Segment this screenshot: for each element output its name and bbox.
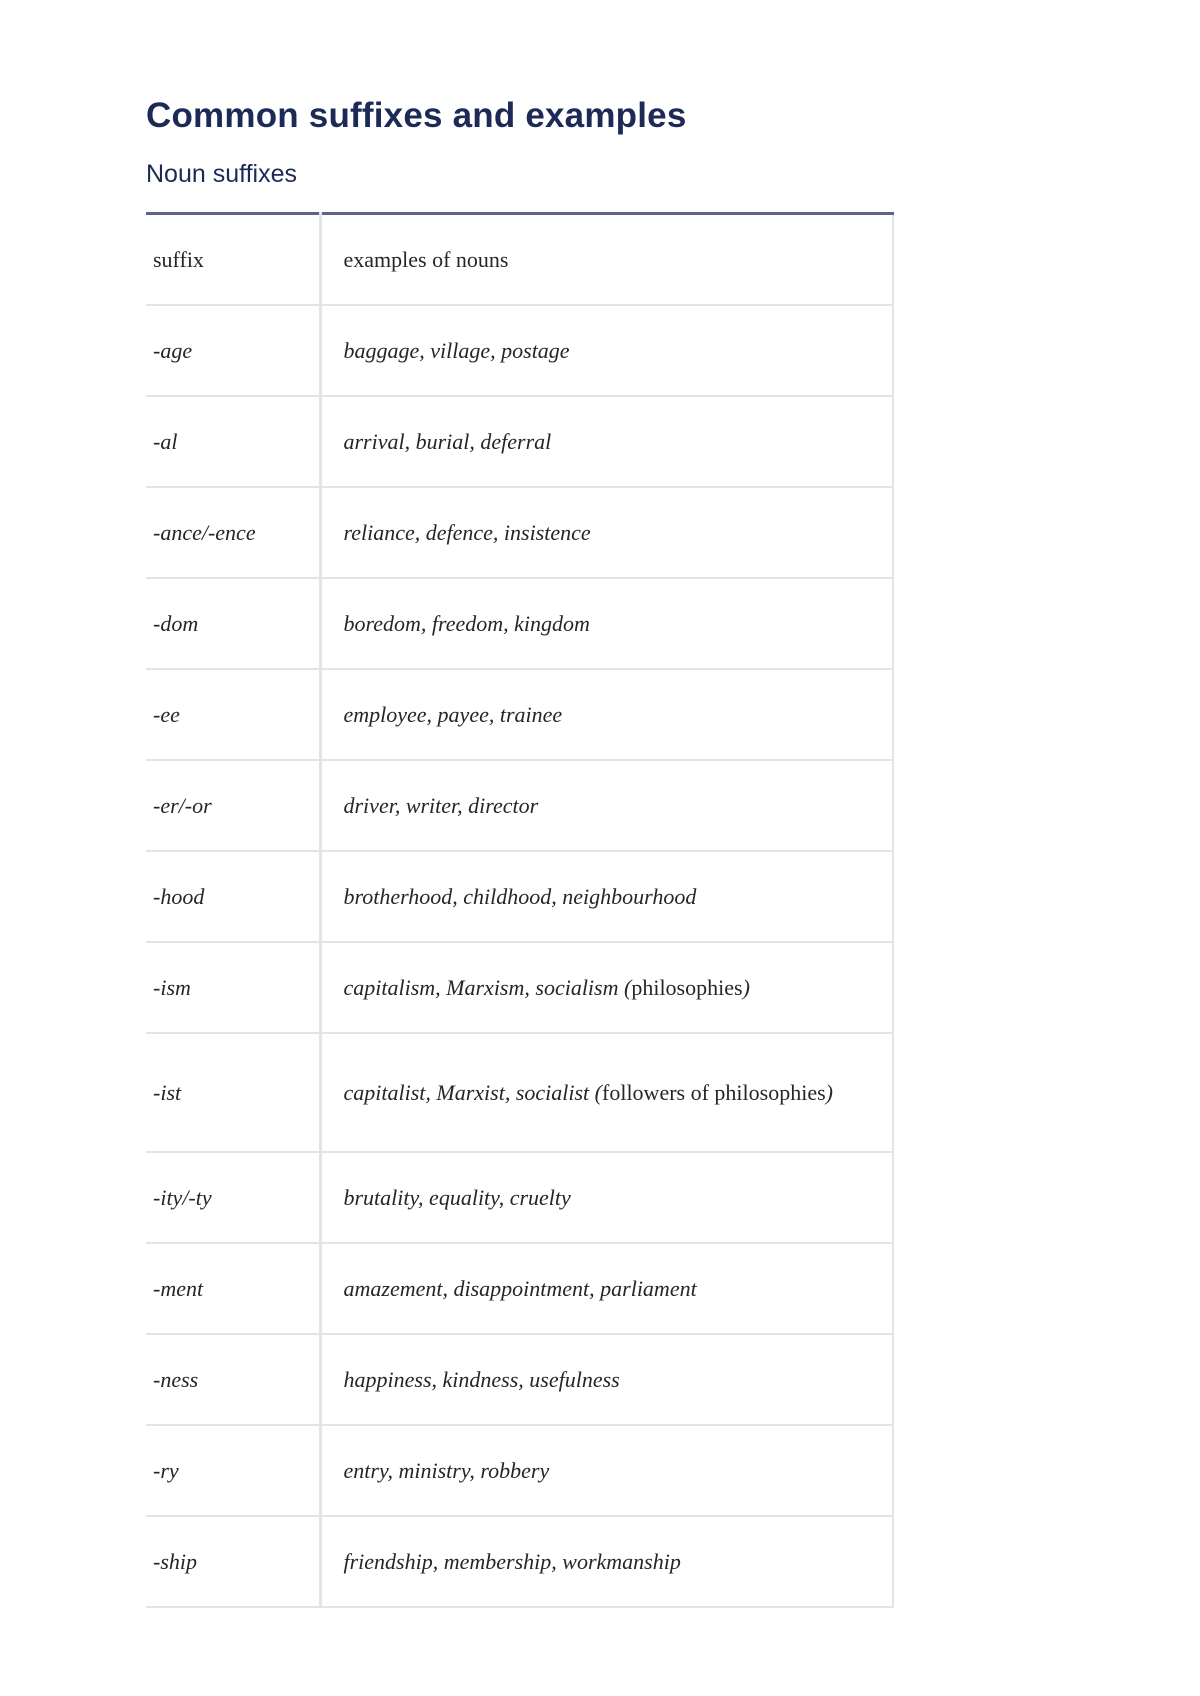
examples-text: capitalist, Marxist, socialist (343, 1079, 590, 1105)
examples-cell (320, 396, 893, 487)
examples-text: reliance, defence, insistence (343, 519, 591, 545)
suffix-cell: -er/-or (146, 760, 320, 851)
suffix-cell: -ness (146, 1334, 320, 1425)
table-row (146, 1516, 893, 1607)
table-row (146, 760, 893, 851)
examples-text: arrival, burial, deferral (343, 428, 552, 454)
examples-text: happiness, kindness, usefulness (343, 1366, 620, 1392)
table-row (146, 1243, 893, 1334)
table-row (146, 578, 893, 669)
table-row (146, 305, 893, 396)
examples-cell (320, 487, 893, 578)
examples-cell (320, 1516, 893, 1607)
table-row (146, 851, 893, 942)
examples-cell (320, 760, 893, 851)
examples-cell (320, 1425, 893, 1516)
header-suffix: suffix (146, 214, 320, 306)
examples-text: baggage, village, postage (343, 337, 570, 363)
suffix-cell: -ity/-ty (146, 1152, 320, 1243)
suffix-cell: -ee (146, 669, 320, 760)
suffix-cell: -age (146, 305, 320, 396)
examples-cell (320, 578, 893, 669)
examples-text: employee, payee, trainee (343, 701, 563, 727)
suffix-cell: -ism (146, 942, 320, 1033)
table-body (146, 214, 893, 1608)
table-row (146, 942, 893, 1033)
table-row (146, 1334, 893, 1425)
examples-text: brotherhood, childhood, neighbourhood (343, 883, 697, 909)
table-row (146, 669, 893, 760)
page-title: Common suffixes and examples (146, 96, 687, 135)
note-close-paren: ) (825, 1079, 833, 1105)
section-heading: Noun suffixes (146, 160, 298, 188)
suffix-cell: -dom (146, 578, 320, 669)
examples-cell (320, 305, 893, 396)
table-row (146, 1152, 893, 1243)
suffix-cell: -ance/-ence (146, 487, 320, 578)
note-text: philosophies (631, 974, 743, 1000)
table-row (146, 487, 893, 578)
suffix-cell: -hood (146, 851, 320, 942)
table-header-row (146, 214, 893, 306)
examples-cell (320, 1033, 893, 1152)
suffix-cell: -ist (146, 1033, 320, 1152)
note-close-paren: ) (742, 974, 750, 1000)
examples-text: friendship, membership, workmanship (343, 1548, 681, 1574)
examples-cell (320, 942, 893, 1033)
table-row (146, 396, 893, 487)
examples-cell (320, 1243, 893, 1334)
note-open-paren: ( (589, 1079, 602, 1105)
examples-cell (320, 1152, 893, 1243)
note-open-paren: ( (618, 974, 632, 1000)
examples-text: driver, writer, director (343, 792, 539, 818)
suffix-table (146, 212, 894, 1608)
examples-cell (320, 669, 893, 760)
header-examples: examples of nouns (320, 214, 893, 306)
table-row (146, 1033, 893, 1152)
examples-text: boredom, freedom, kingdom (343, 610, 590, 636)
table-row (146, 1425, 893, 1516)
suffix-cell: -ment (146, 1243, 320, 1334)
suffix-cell: -ry (146, 1425, 320, 1516)
examples-text: amazement, disappointment, parliament (343, 1275, 697, 1301)
note-text: followers of philosophies (602, 1079, 826, 1105)
examples-text: brutality, equality, cruelty (343, 1184, 571, 1210)
examples-cell (320, 1334, 893, 1425)
suffix-table-container (146, 212, 893, 1608)
examples-cell (320, 851, 893, 942)
examples-text: entry, ministry, robbery (343, 1457, 550, 1483)
suffix-cell: -ship (146, 1516, 320, 1607)
suffix-cell: -al (146, 396, 320, 487)
examples-text: capitalism, Marxism, socialism (343, 974, 619, 1000)
